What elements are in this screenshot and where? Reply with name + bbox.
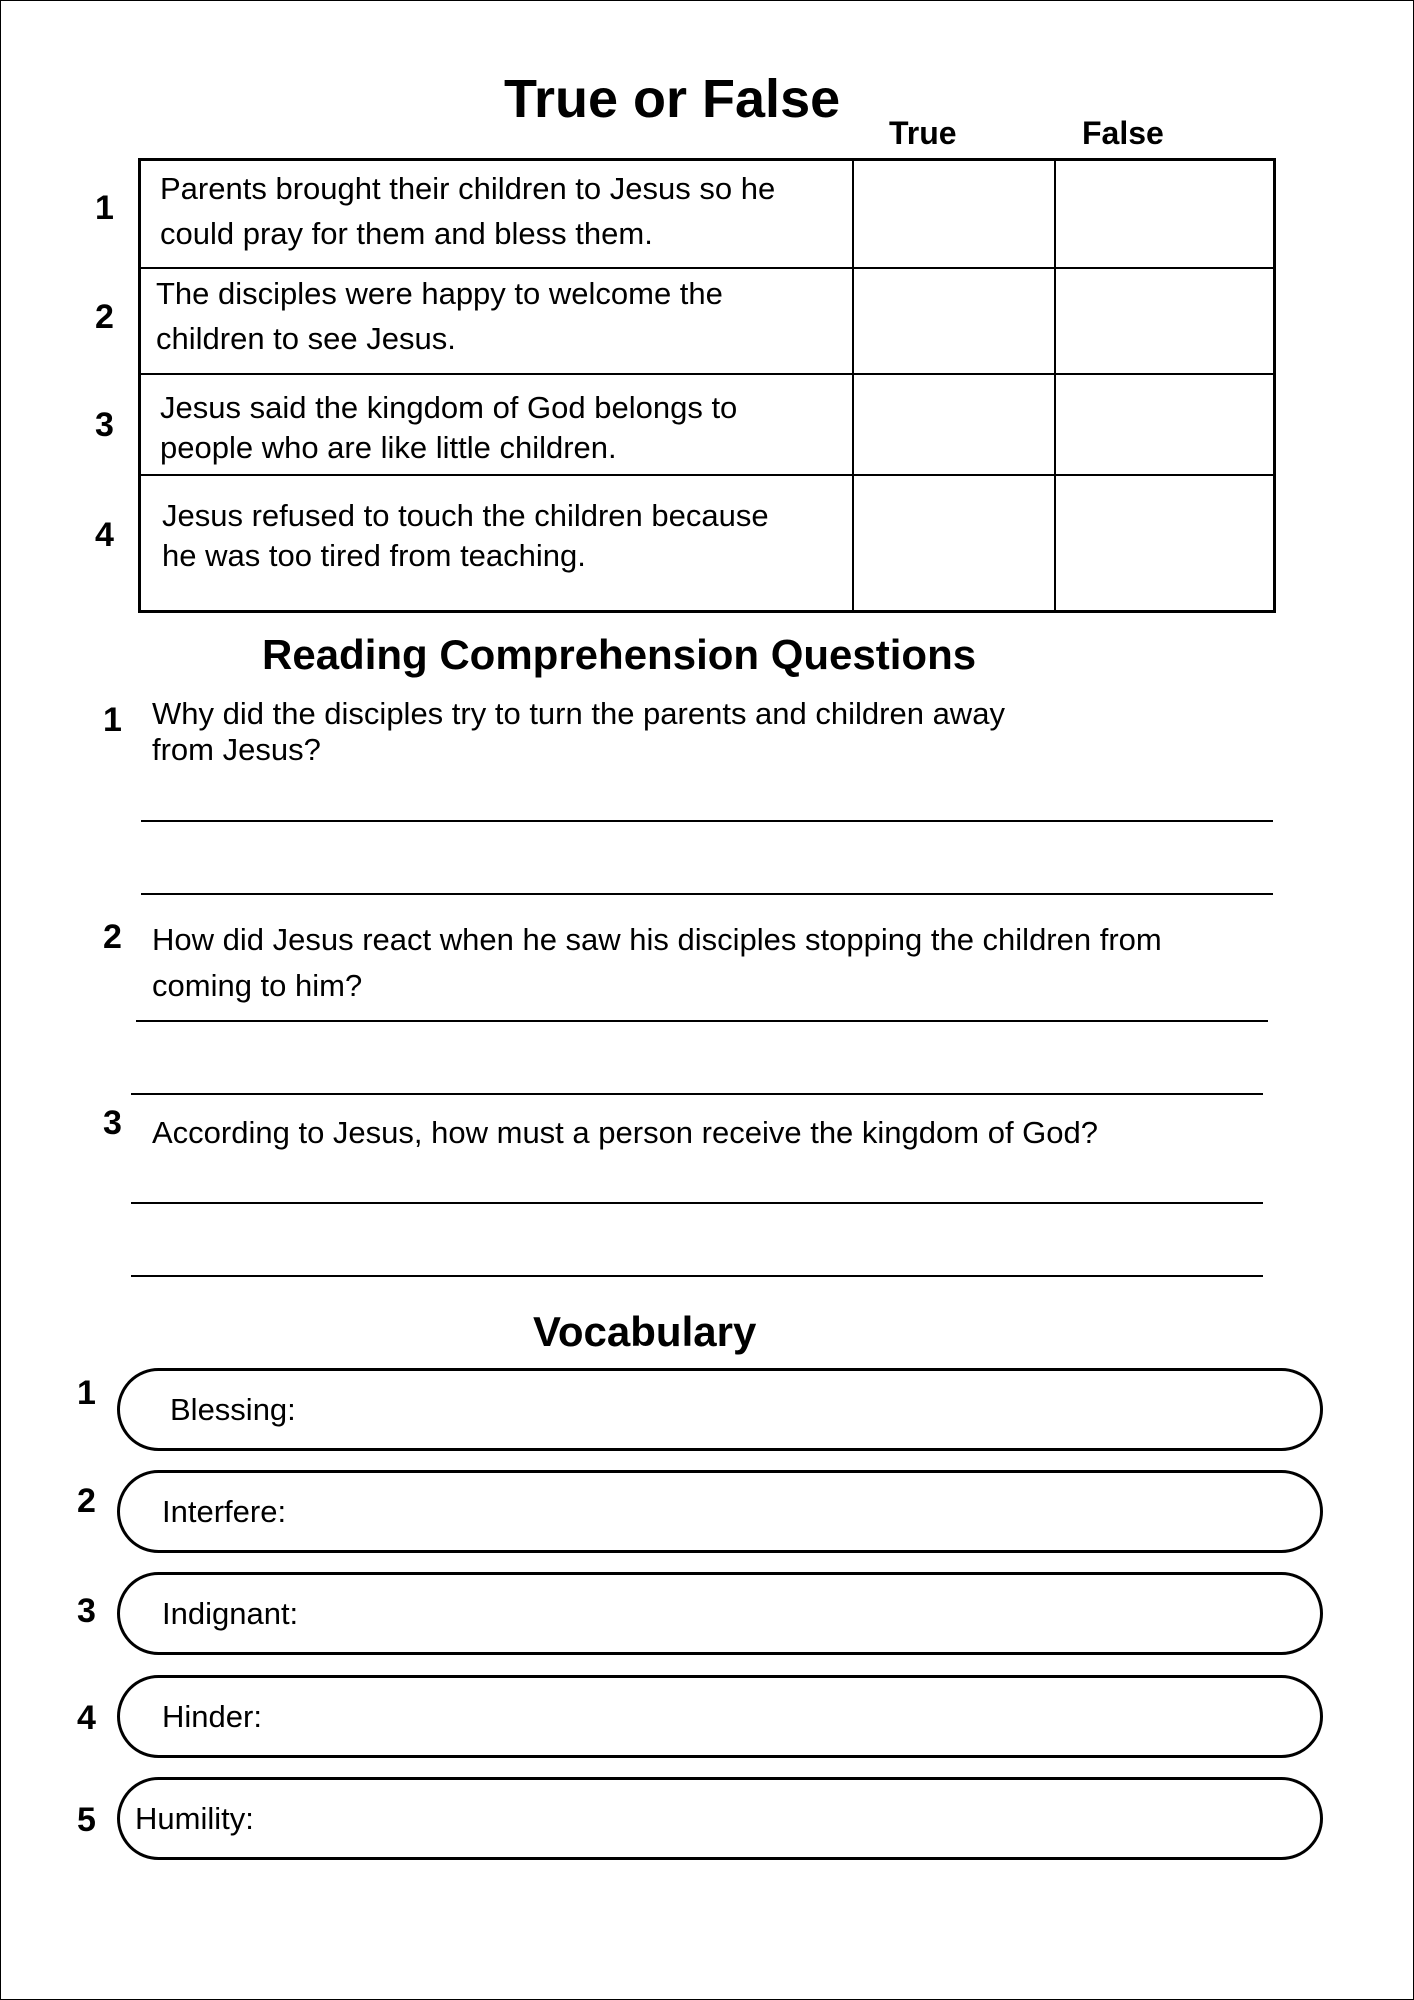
answer-line-2b[interactable] (131, 1053, 1263, 1095)
tf-row-number: 3 (95, 406, 114, 444)
vocab-label: Indignant: (162, 1595, 299, 1631)
vocab-label: Hinder: (162, 1698, 262, 1734)
vocab-input-indignant[interactable] (330, 1585, 1280, 1642)
true-column-header: True (889, 115, 957, 151)
vocab-number: 2 (77, 1482, 96, 1520)
question-line: How did Jesus react when he saw his disciples stopping the children from (152, 922, 1162, 957)
false-cell-3[interactable] (1056, 375, 1273, 474)
answer-line-3a[interactable] (131, 1162, 1263, 1204)
true-false-table (138, 158, 1276, 613)
answer-line-2a[interactable] (136, 980, 1268, 1022)
vocab-field-humility (117, 1777, 1323, 1860)
tf-statement (162, 496, 769, 577)
true-cell-2[interactable] (854, 269, 1054, 373)
tf-statement-line: Jesus said the kingdom of God belongs to (160, 390, 738, 425)
tf-statement-line: children to see Jesus. (156, 321, 456, 357)
tf-statement (156, 274, 723, 364)
question-line: from Jesus? (152, 732, 321, 767)
reading-section-title: Reading Comprehension Questions (262, 631, 977, 678)
vocab-number: 5 (77, 1801, 96, 1839)
question-number: 3 (103, 1104, 122, 1142)
vocab-input-interfere[interactable] (320, 1483, 1280, 1540)
tf-row-number: 4 (95, 516, 114, 554)
question-number: 2 (103, 918, 122, 956)
vocab-input-humility[interactable] (290, 1790, 1280, 1847)
vocab-label: Humility: (135, 1800, 254, 1836)
answer-line-1a[interactable] (141, 780, 1273, 822)
false-column-header: False (1082, 115, 1164, 151)
true-cell-4[interactable] (854, 476, 1054, 610)
question-number: 1 (103, 701, 122, 739)
true-false-title: True or False (504, 69, 841, 129)
question-line: Why did the disciples try to turn the parents and children away (152, 696, 1005, 731)
true-cell-3[interactable] (854, 375, 1054, 474)
vocab-field-interfere (117, 1470, 1323, 1553)
tf-statement-line: he was too tired from teaching. (162, 538, 586, 574)
vocab-number: 3 (77, 1592, 96, 1630)
vocab-label: Blessing: (170, 1391, 296, 1427)
vocab-number: 1 (77, 1374, 96, 1412)
vocabulary-title: Vocabulary (533, 1308, 757, 1355)
tf-statement-line: Parents brought their children to Jesus so he (160, 171, 776, 206)
vocab-label: Interfere: (162, 1493, 287, 1529)
vocab-input-blessing[interactable] (320, 1381, 1280, 1438)
tf-statement-line: Jesus refused to touch the children because (162, 498, 769, 533)
tf-statement-line: The disciples were happy to welcome the (156, 276, 723, 311)
question-text: According to Jesus, how must a person receive the kingdom of God? (152, 1115, 1098, 1150)
vocab-number: 4 (77, 1699, 96, 1737)
false-cell-2[interactable] (1056, 269, 1273, 373)
vocab-input-hinder[interactable] (300, 1688, 1280, 1745)
question-line: coming to him? (152, 968, 363, 1003)
tf-statement (160, 169, 775, 259)
tf-row-number: 1 (95, 189, 114, 227)
true-cell-1[interactable] (854, 161, 1054, 267)
false-cell-4[interactable] (1056, 476, 1273, 610)
tf-row-number: 2 (95, 298, 114, 336)
tf-statement-line: people who are like little children. (160, 430, 617, 466)
answer-line-1b[interactable] (141, 853, 1273, 895)
vocab-field-indignant (117, 1572, 1323, 1655)
vocab-field-hinder (117, 1675, 1323, 1758)
vocab-field-blessing (117, 1368, 1323, 1451)
answer-line-3b[interactable] (131, 1235, 1263, 1277)
tf-statement-line: could pray for them and bless them. (160, 216, 653, 252)
tf-statement (160, 388, 737, 469)
false-cell-1[interactable] (1056, 161, 1273, 267)
question-text (152, 696, 1005, 768)
